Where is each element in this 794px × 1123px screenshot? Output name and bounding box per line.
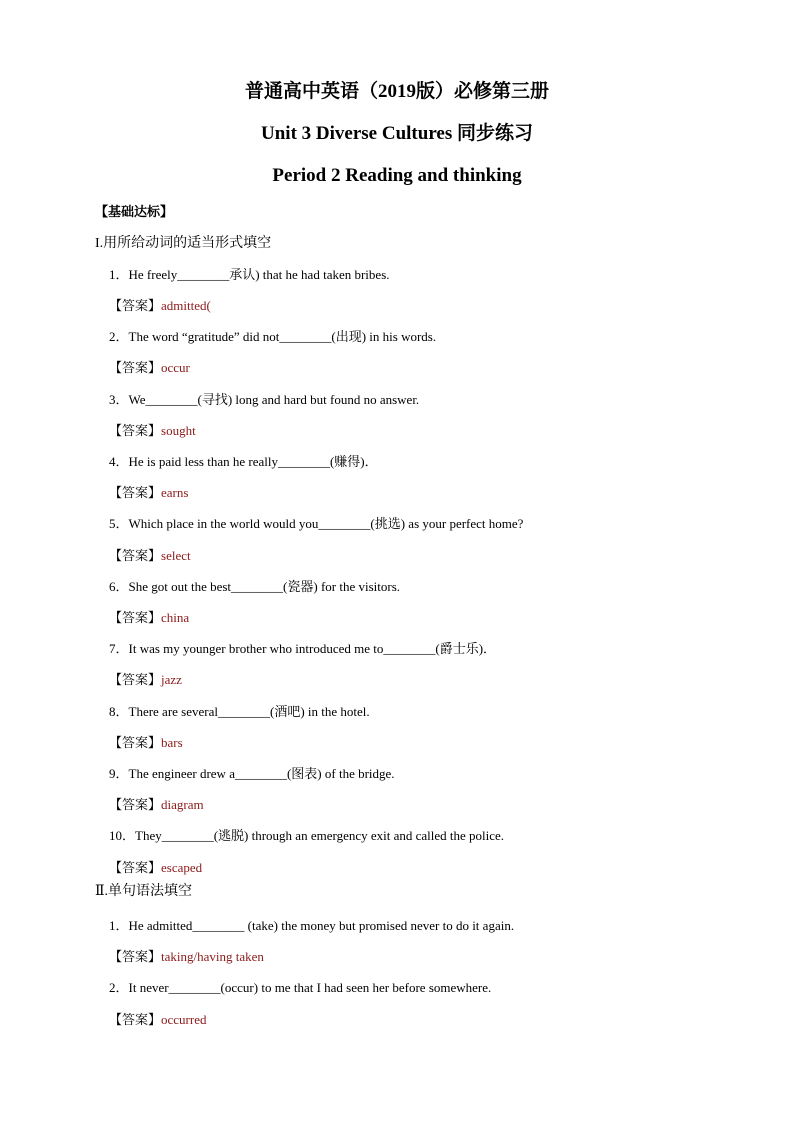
answer-label: 【答案】 bbox=[109, 797, 162, 812]
answer-text: bars bbox=[161, 735, 183, 750]
answer-text: escaped bbox=[161, 860, 203, 875]
answer-label: 【答案】 bbox=[109, 949, 162, 964]
question-2-2: 2．It never________(occur) to me that I had seen her before somewhere. bbox=[109, 980, 492, 995]
question-7: 7．It was my younger brother who introduced me to________(爵士乐)． bbox=[109, 641, 497, 656]
answer-text: admitted( bbox=[161, 298, 211, 313]
question-1: 1．He freely________承认) that he had taken bribes. bbox=[109, 267, 390, 282]
question-6: 6．She got out the best________(瓷器) for the visitors. bbox=[109, 579, 401, 594]
answer-text: select bbox=[161, 548, 191, 563]
answer-text: diagram bbox=[161, 797, 204, 812]
answer-text: china bbox=[161, 610, 190, 625]
answer-1 bbox=[109, 297, 211, 315]
answer-text: jazz bbox=[161, 672, 182, 687]
answer-label: 【答案】 bbox=[109, 610, 162, 625]
answer-4 bbox=[109, 484, 188, 502]
question-2: 2．The word “gratitude” did not________(出现) in his words. bbox=[109, 329, 437, 344]
answer-text: sought bbox=[161, 423, 196, 438]
question-5: 5．Which place in the world would you________(挑选) as your perfect home? bbox=[109, 516, 524, 531]
answer-text: earns bbox=[161, 485, 189, 500]
answer-8 bbox=[109, 734, 183, 752]
answer-text: occur bbox=[161, 360, 190, 375]
answer-10 bbox=[109, 859, 202, 877]
document-title: 普通高中英语（2019版）必修第三册 bbox=[244, 81, 549, 102]
answer-text: taking/having taken bbox=[161, 949, 264, 964]
answer-6 bbox=[109, 609, 189, 627]
answer-2-2 bbox=[109, 1011, 206, 1029]
answer-label: 【答案】 bbox=[109, 298, 162, 313]
answer-2 bbox=[109, 359, 190, 377]
question-9: 9．The engineer drew a________(图表) of the bridge. bbox=[109, 766, 395, 781]
section-tag: 【基础达标】 bbox=[95, 204, 174, 219]
answer-label: 【答案】 bbox=[109, 548, 162, 563]
answer-label: 【答案】 bbox=[109, 860, 162, 875]
period-title: Period 2 Reading and thinking bbox=[272, 165, 522, 186]
question-3: 3．We________(寻找) long and hard but found no answer. bbox=[109, 392, 420, 407]
part1-heading: I.用所给动词的适当形式填空 bbox=[95, 236, 272, 251]
question-4: 4．He is paid less than he really________(赚得)． bbox=[109, 454, 378, 469]
answer-9 bbox=[109, 796, 204, 814]
question-10: 10．They________(逃脱) through an emergency exit and called the police. bbox=[109, 828, 505, 843]
answer-2-1 bbox=[109, 948, 264, 966]
answer-text: occurred bbox=[161, 1012, 207, 1027]
answer-label: 【答案】 bbox=[109, 485, 162, 500]
answer-label: 【答案】 bbox=[109, 423, 162, 438]
answer-7 bbox=[109, 671, 182, 689]
answer-label: 【答案】 bbox=[109, 672, 162, 687]
answer-label: 【答案】 bbox=[109, 735, 162, 750]
unit-title: Unit 3 Diverse Cultures 同步练习 bbox=[261, 123, 533, 144]
part2-heading: Ⅱ.单句语法填空 bbox=[95, 884, 193, 899]
answer-5 bbox=[109, 547, 191, 565]
question-2-1: 1．He admitted________ (take) the money but promised never to do it again. bbox=[109, 918, 515, 933]
question-8: 8．There are several________(酒吧) in the hotel. bbox=[109, 704, 370, 719]
answer-label: 【答案】 bbox=[109, 1012, 162, 1027]
answer-label: 【答案】 bbox=[109, 360, 162, 375]
answer-3 bbox=[109, 422, 196, 440]
